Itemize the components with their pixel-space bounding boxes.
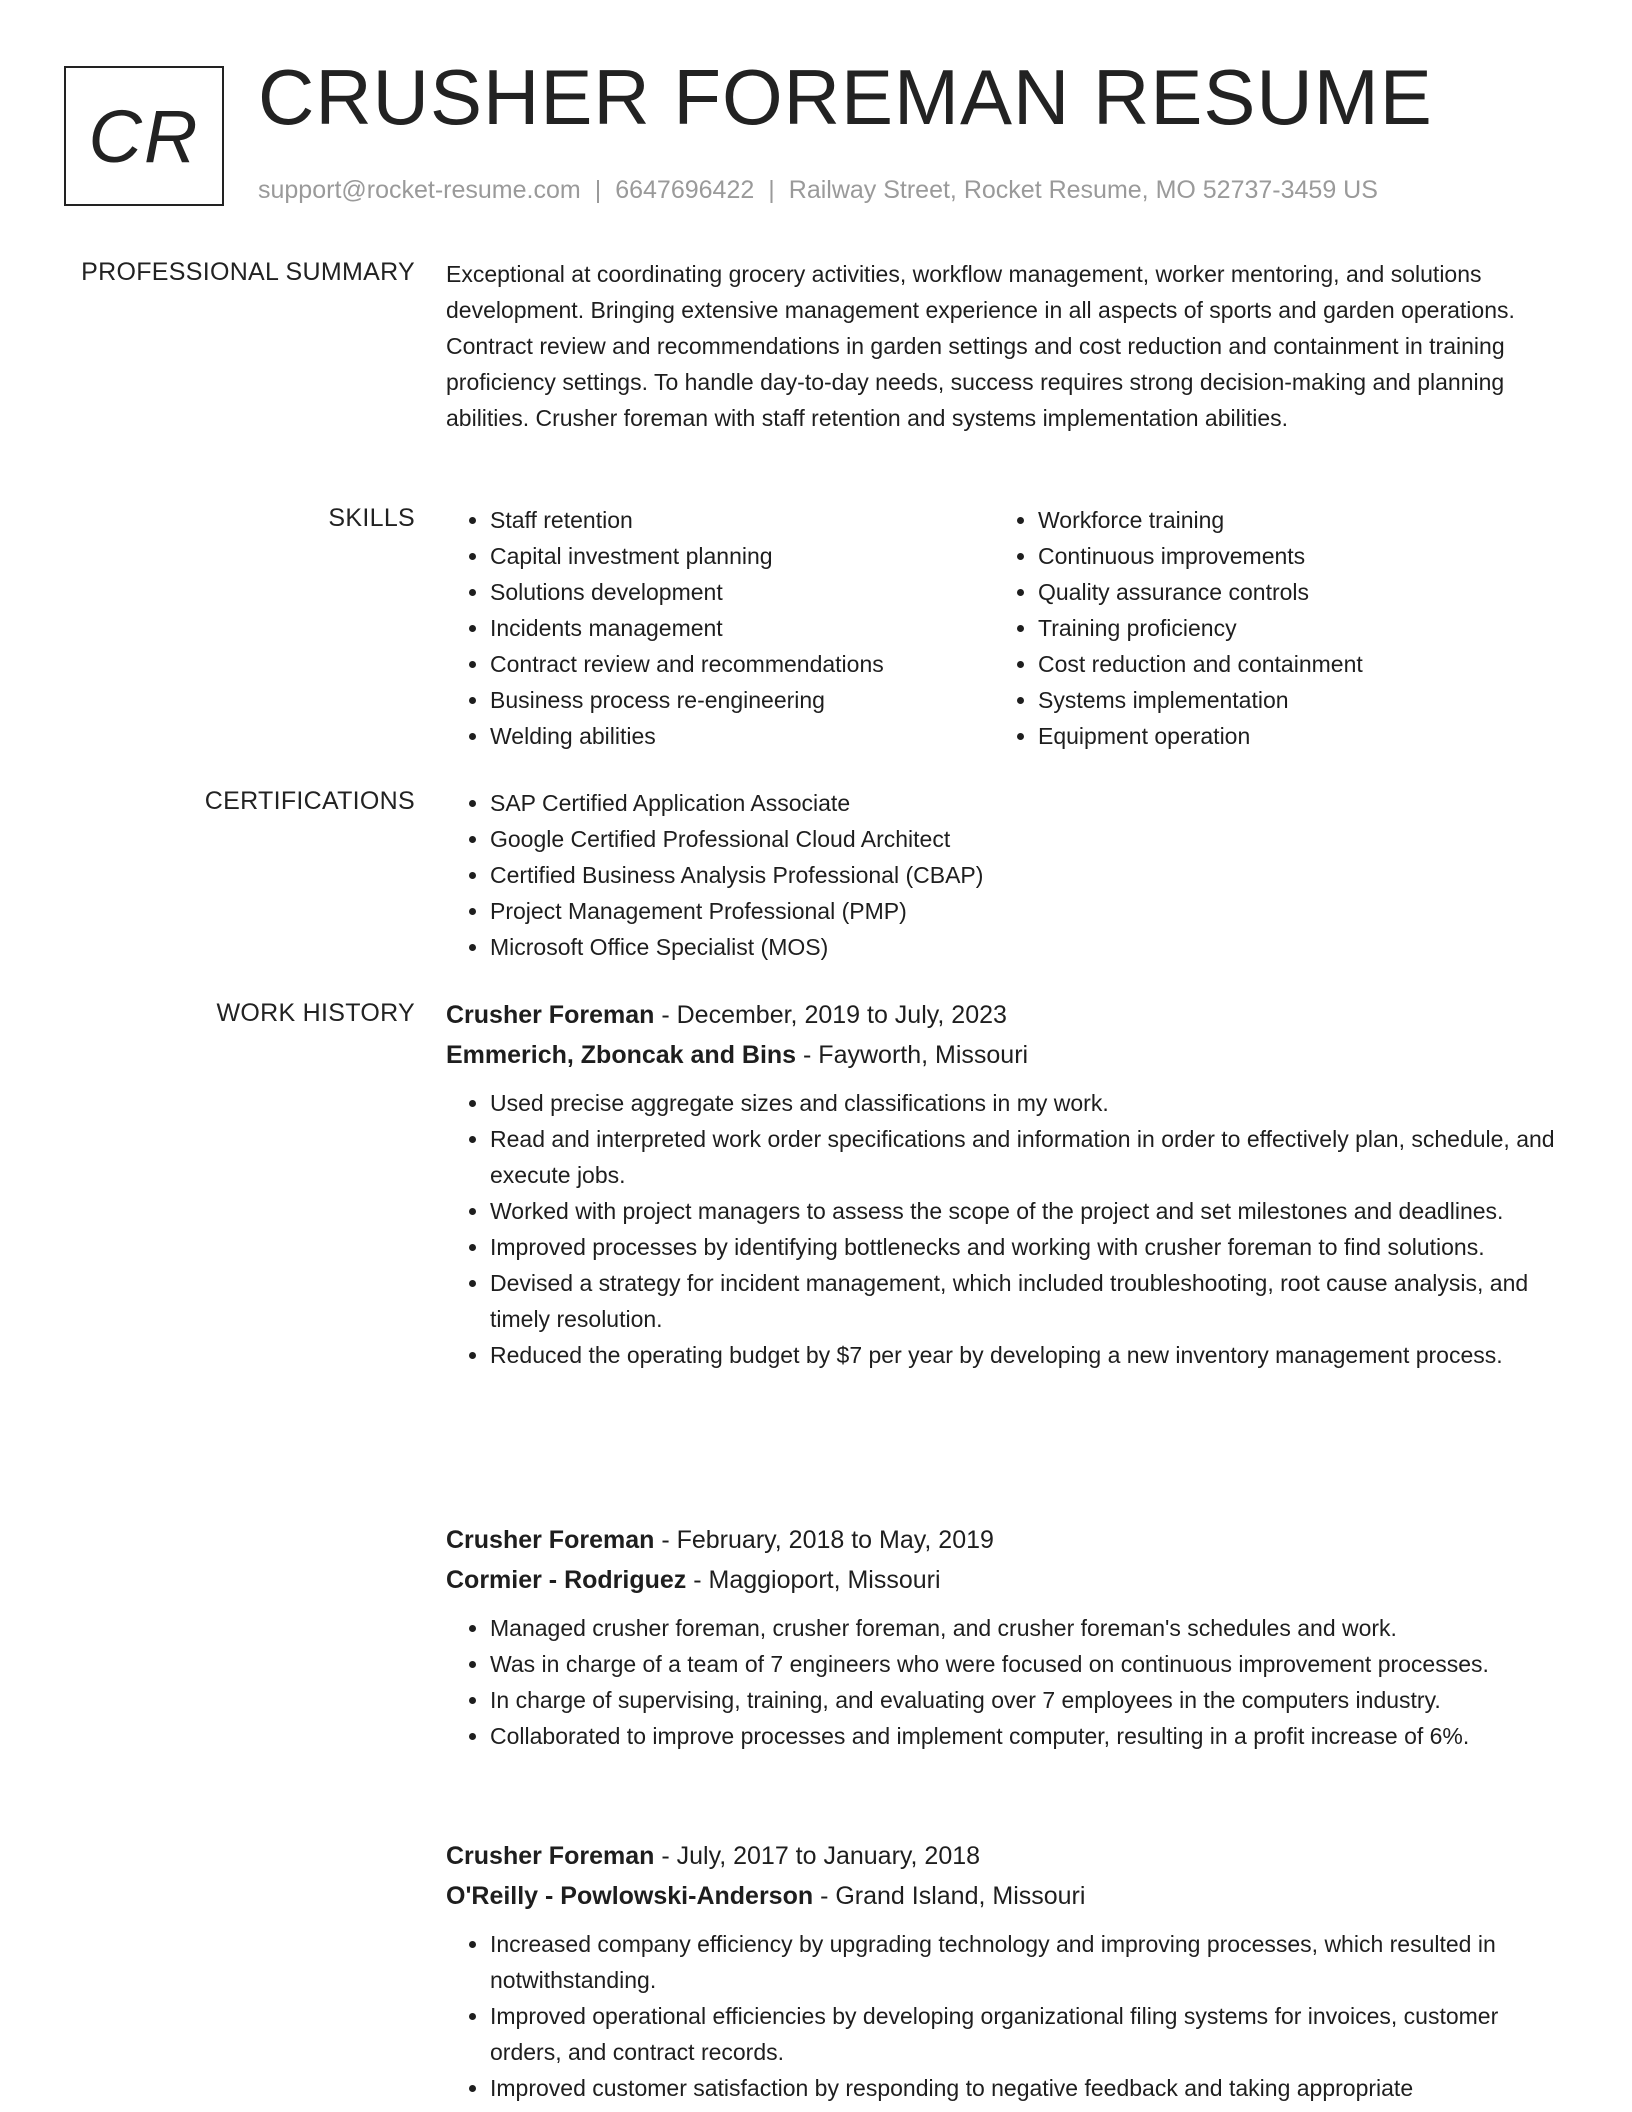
job-bullet: • In charge of supervising, training, and evaluating over 7 employees in the computers industry.: [490, 1682, 1566, 1718]
monogram-text: CR: [88, 94, 200, 178]
contact-separator: |: [594, 176, 602, 204]
job-title: Crusher Foreman: [446, 1526, 655, 1554]
certifications-section: [446, 785, 1566, 965]
skill-item: • Training proficiency: [1038, 610, 1542, 646]
section-label-work-history: WORK HISTORY: [216, 999, 415, 1027]
skill-item: • Solutions development: [490, 574, 994, 610]
job-location: - Fayworth, Missouri: [796, 1041, 1029, 1069]
job-bullets: [446, 1610, 1566, 1754]
job-company-line: [446, 1035, 1566, 1075]
job-bullet: • Improved customer satisfaction by responding to negative feedback and taking appropriate: [490, 2070, 1566, 2106]
job-company-line: [446, 1876, 1566, 1916]
job-bullet: • Collaborated to improve processes and implement computer, resulting in a profit increase of 6%.: [490, 1718, 1566, 1754]
contact-separator: |: [768, 176, 775, 204]
job-title-line: [446, 1836, 1566, 1876]
skill-item: • Contract review and recommendations: [490, 646, 994, 682]
job-bullet: • Improved processes by identifying bottlenecks and working with crusher foreman to find solutions.: [490, 1229, 1566, 1265]
job-location: - Maggioport, Missouri: [686, 1566, 941, 1594]
job-company: O'Reilly - Powlowski-Anderson: [446, 1882, 814, 1910]
job-entry: [446, 1836, 1566, 2106]
job-entry: [446, 1520, 1566, 1754]
contact-address: Railway Street, Rocket Resume, MO 52737-3459 US: [788, 176, 1378, 204]
skills-list-left: [446, 502, 994, 754]
contact-line: [258, 176, 1378, 205]
job-bullet: • Devised a strategy for incident management, which included troubleshooting, root cause analysis, and timely resolution.: [490, 1265, 1566, 1337]
job-bullet: • Read and interpreted work order specifications and information in order to effectively plan, schedule, and execute jobs.: [490, 1121, 1566, 1193]
skill-item: • Equipment operation: [1038, 718, 1542, 754]
skills-list-right: [994, 502, 1542, 754]
skill-item: • Welding abilities: [490, 718, 994, 754]
job-bullet: • Improved operational efficiencies by developing organizational filing systems for invoices, customer orders, and contract records.: [490, 1998, 1566, 2070]
job-bullets: [446, 1926, 1566, 2106]
certifications-list: [446, 785, 1566, 965]
job-dates: - July, 2017 to January, 2018: [654, 1842, 981, 1870]
skills-section: [446, 502, 1566, 754]
skill-item: • Cost reduction and containment: [1038, 646, 1542, 682]
section-label-skills: SKILLS: [328, 504, 415, 532]
job-bullet: • Worked with project managers to assess the scope of the project and set milestones and deadlines.: [490, 1193, 1566, 1229]
certification-item: • Project Management Professional (PMP): [490, 893, 1566, 929]
job-location: - Grand Island, Missouri: [813, 1882, 1086, 1910]
job-dates: - February, 2018 to May, 2019: [654, 1526, 994, 1554]
job-bullet: • Used precise aggregate sizes and classifications in my work.: [490, 1085, 1566, 1121]
skill-item: • Business process re-engineering: [490, 682, 994, 718]
certification-item: • Microsoft Office Specialist (MOS): [490, 929, 1566, 965]
certification-item: • SAP Certified Application Associate: [490, 785, 1566, 821]
job-title-line: [446, 1520, 1566, 1560]
section-label-certifications: CERTIFICATIONS: [204, 787, 415, 815]
skill-item: • Systems implementation: [1038, 682, 1542, 718]
skill-item: • Staff retention: [490, 502, 994, 538]
job-bullets: [446, 1085, 1566, 1373]
job-company-line: [446, 1560, 1566, 1600]
certification-item: • Google Certified Professional Cloud Architect: [490, 821, 1566, 857]
job-title: Crusher Foreman: [446, 1842, 655, 1870]
skills-grid: [446, 502, 1566, 754]
skill-item: • Incidents management: [490, 610, 994, 646]
contact-phone: 6647696422: [615, 176, 755, 204]
summary-text: Exceptional at coordinating grocery activities, workflow management, worker mentoring, and solutions development. Bringing extensive management experience in all aspects of sports and garden operations. Contract review and recommendations in garden settings and cost reduction and containment in training proficiency settings. To handle day-to-day needs, success requires strong decision-making and planning abilities. Crusher foreman with staff retention and systems implementation abilities.: [446, 261, 1515, 431]
skill-item: • Workforce training: [1038, 502, 1542, 538]
skill-item: • Quality assurance controls: [1038, 574, 1542, 610]
job-bullet: • Reduced the operating budget by $7 per year by developing a new inventory management process.: [490, 1337, 1566, 1373]
skill-item: • Capital investment planning: [490, 538, 994, 574]
monogram-badge: [64, 66, 224, 206]
certification-item: • Certified Business Analysis Professional (CBAP): [490, 857, 1566, 893]
job-company: Emmerich, Zboncak and Bins: [446, 1041, 797, 1069]
job-bullet: • Increased company efficiency by upgrading technology and improving processes, which resulted in notwithstanding.: [490, 1926, 1566, 1998]
resume-title: CRUSHER FOREMAN RESUME: [258, 53, 1433, 141]
job-dates: - December, 2019 to July, 2023: [654, 1001, 1007, 1029]
skill-item: • Continuous improvements: [1038, 538, 1542, 574]
job-bullet: • Managed crusher foreman, crusher foreman, and crusher foreman's schedules and work.: [490, 1610, 1566, 1646]
job-title: Crusher Foreman: [446, 1001, 655, 1029]
job-bullet: • Was in charge of a team of 7 engineers who were focused on continuous improvement processes.: [490, 1646, 1566, 1682]
section-label-summary: PROFESSIONAL SUMMARY: [81, 258, 415, 286]
job-entry: [446, 995, 1566, 1373]
contact-email: support@rocket-resume.com: [258, 176, 581, 204]
job-company: Cormier - Rodriguez: [446, 1566, 687, 1594]
job-title-line: [446, 995, 1566, 1035]
